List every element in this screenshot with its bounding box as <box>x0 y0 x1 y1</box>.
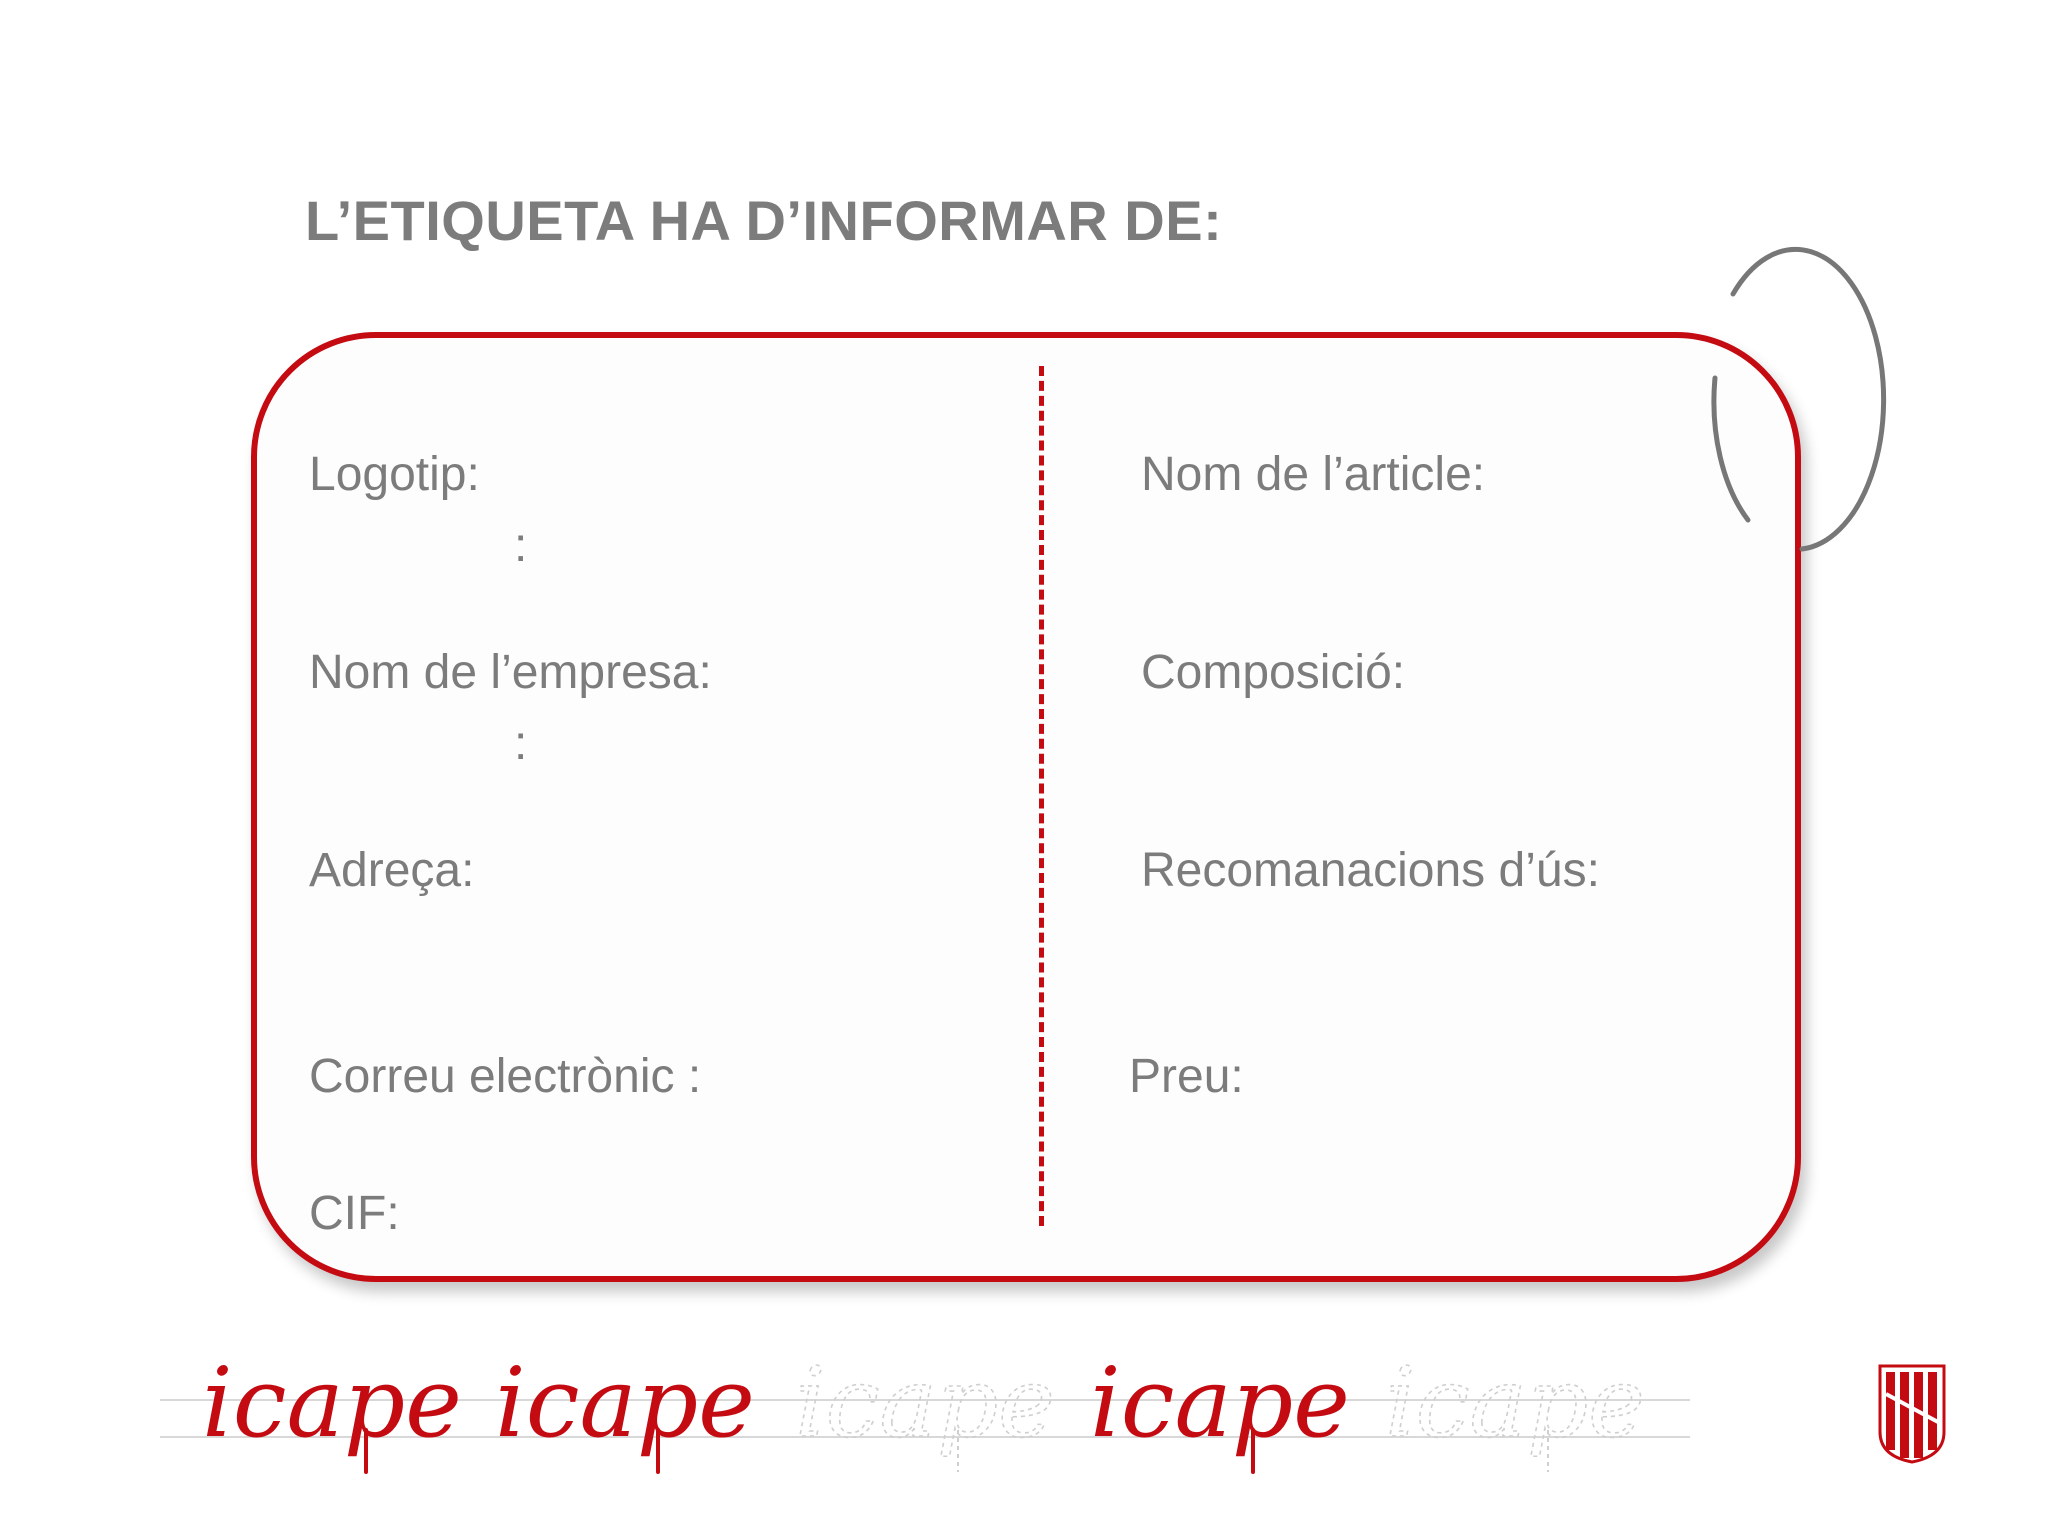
field-price: Preu: <box>1129 1050 1244 1103</box>
field-cif: CIF: <box>309 1187 400 1240</box>
crest-icon <box>1878 1364 1948 1464</box>
field-composition: Composició: <box>1141 646 1406 699</box>
icape-word: icape <box>795 1360 1055 1459</box>
field-logotip: Logotip: <box>309 448 480 501</box>
slide-title: L’ETIQUETA HA D’INFORMAR DE: <box>305 189 1223 252</box>
stray-colon: : <box>514 519 528 572</box>
field-email: Correu electrònic : <box>309 1050 702 1103</box>
field-article-name: Nom de l’article: <box>1141 448 1486 501</box>
field-company-name: Nom de l’empresa: <box>309 646 712 699</box>
icape-footer-logo <box>160 1360 1700 1490</box>
stray-colon: : <box>514 717 528 770</box>
icape-word-red <box>202 1360 1350 1459</box>
icape-word: icape <box>495 1360 755 1459</box>
field-address: Adreça: <box>309 844 475 897</box>
icape-word: icape <box>1385 1360 1645 1459</box>
field-usage-recommendations: Recomanacions d’ús: <box>1141 844 1600 897</box>
icape-word: icape <box>202 1360 462 1459</box>
icape-word: icape <box>1090 1360 1350 1459</box>
